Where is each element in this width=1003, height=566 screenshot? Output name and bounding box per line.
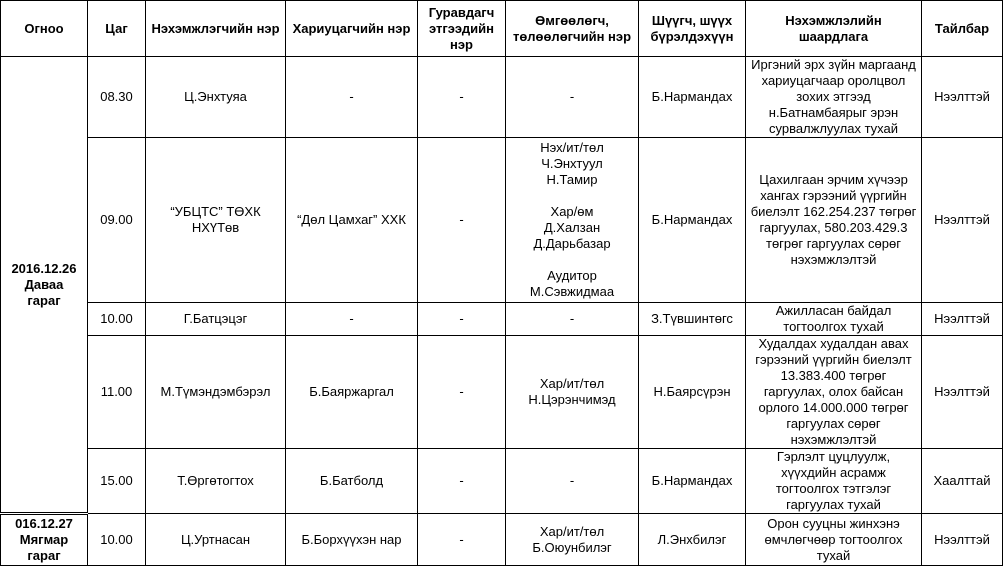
defendant-cell: Б.Борхүүхэн нар [286,514,418,566]
weekday: Мягмар [19,532,69,547]
header-note: Тайлбар [922,1,1003,57]
claim-cell: Иргэний эрх зүйн маргаанд хариуцагчаар оролцвол зохих этгээд н.Батнамбаярыг эрэн сурвалжлуулах тухай [746,57,922,138]
rep-line: Д.Дарьбазар [533,236,611,251]
judge-cell: Б.Нармандах [639,57,746,138]
claim-cell: Гэрлэлт цуцлуулж, хүүхдийн асрамж тогтоолгох тэтгэлэг гаргуулах тухай [746,449,922,514]
third-party-cell: - [418,57,506,138]
representative-cell: Хар/ит/төл Б.Оюунбилэг [506,514,639,566]
rep-line: Д.Халзан [543,220,601,235]
defendant-cell: - [286,57,418,138]
representative-cell: - [506,303,639,336]
defendant-cell: “Дөл Цамхаг” ХХК [286,138,418,303]
note-cell: Нээлттэй [922,303,1003,336]
representative-cell: Хар/ит/төл Н.Цэрэнчимэд [506,336,639,449]
rep-line: М.Сэвжидмаа [529,284,615,299]
weekday-suffix: гараг [27,548,61,563]
date-cell [1,514,88,566]
table-row [1,303,1003,336]
judge-cell: З.Түвшинтөгс [639,303,746,336]
defendant-cell: - [286,303,418,336]
plaintiff-cell: М.Түмэндэмбэрэл [146,336,286,449]
time-cell: 09.00 [88,138,146,303]
header-judge: Шүүгч, шүүх бүрэлдэхүүн [639,1,746,57]
rep-line: Н.Тамир [546,172,598,187]
rep-line: Ч.Энхтуул [541,156,603,171]
date-value: 016.12.27 [15,516,73,531]
plaintiff-cell: Г.Батцэцэг [146,303,286,336]
third-party-cell: - [418,303,506,336]
table-row [1,336,1003,449]
defendant-cell: Б.Баяржаргал [286,336,418,449]
plaintiff-cell: Ц.Энхтуяа [146,57,286,138]
claim-cell: Цахилгаан эрчим хүчээр хангах гэрээний үүргийн биелэлт 162.254.237 төгрөг гаргуулах, 580.203.429.3 төгрөг гаргуулах сөрөг нэхэмжлэлтэй [746,138,922,303]
judge-cell: Б.Нармандах [639,449,746,514]
plaintiff-cell: “УБЦТС” ТӨХК НХҮТөв [146,138,286,303]
time-cell: 10.00 [88,303,146,336]
rep-line: Хар/өм [550,204,594,219]
header-date: Огноо [1,1,88,57]
rep-line [509,188,635,204]
note-cell: Нээлттэй [922,514,1003,566]
date-cell [1,57,88,514]
header-plaintiff: Нэхэмжлэгчийн нэр [146,1,286,57]
third-party-cell: - [418,449,506,514]
claim-cell: Худалдах худалдан авах гэрээний үүргийн биелэлт 13.383.400 төгрөг гаргуулах, олох байсан орлого 14.000.000 төгрөг гаргуулах сөрөг нэхэмжлэлтэй [746,336,922,449]
table-row [1,138,1003,303]
note-cell: Хаалттай [922,449,1003,514]
time-cell: 11.00 [88,336,146,449]
rep-line [509,252,635,268]
table-row [1,449,1003,514]
date-value: 2016.12.26 [11,260,77,276]
header-third-party: Гуравдагч этгээдийн нэр [418,1,506,57]
table-row [1,57,1003,138]
header-time: Цаг [88,1,146,57]
header-claim: Нэхэмжлэлийн шаардлага [746,1,922,57]
judge-cell: Л.Энхбилэг [639,514,746,566]
representative-cell: - [506,449,639,514]
rep-line: Аудитор [547,268,597,283]
rep-line: Нэх/ит/төл [540,140,604,155]
defendant-cell: Б.Батболд [286,449,418,514]
note-cell: Нээлттэй [922,57,1003,138]
third-party-cell: - [418,514,506,566]
judge-cell: Н.Баярсүрэн [639,336,746,449]
weekday-suffix: гараг [27,292,61,308]
note-cell: Нээлттэй [922,336,1003,449]
judge-cell: Б.Нармандах [639,138,746,303]
note-cell: Нээлттэй [922,138,1003,303]
header-row [1,1,1003,57]
representative-cell [506,138,639,303]
claim-cell: Орон сууцны жинхэнэ өмчлөгчөөр тогтоолгох тухай [746,514,922,566]
claim-cell: Ажилласан байдал тогтоолгох тухай [746,303,922,336]
third-party-cell: - [418,336,506,449]
plaintiff-cell: Ц.Уртнасан [146,514,286,566]
time-cell: 10.00 [88,514,146,566]
time-cell: 08.30 [88,57,146,138]
plaintiff-cell: Т.Өргөтогтох [146,449,286,514]
time-cell: 15.00 [88,449,146,514]
table-row [1,514,1003,566]
representative-cell: - [506,57,639,138]
header-representative: Өмгөөлөгч, төлөөлөгчийн нэр [506,1,639,57]
weekday: Даваа [24,276,64,292]
third-party-cell: - [418,138,506,303]
header-defendant: Хариуцагчийн нэр [286,1,418,57]
